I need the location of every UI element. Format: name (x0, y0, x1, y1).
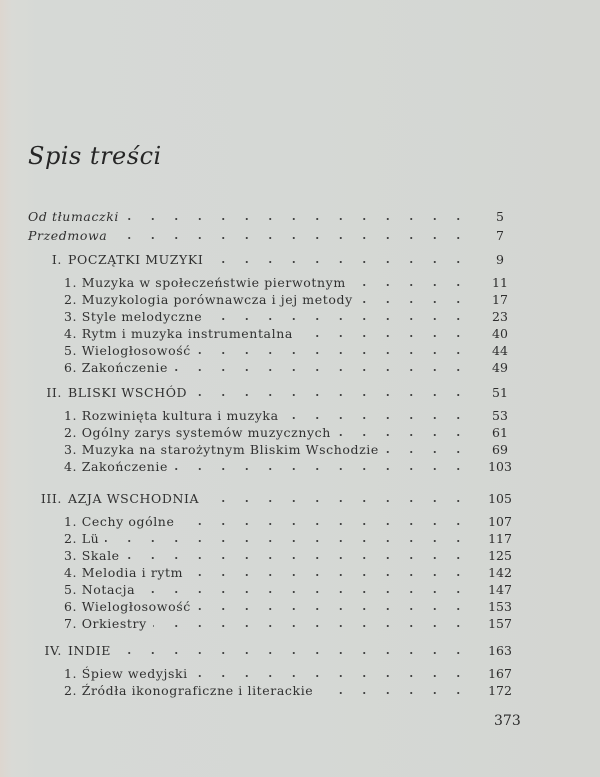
entry-title: 2. Lü (64, 531, 100, 546)
toc-section (0, 326, 600, 344)
toc-section (0, 683, 600, 701)
page-number: 373 (494, 713, 521, 729)
dot-leader (189, 574, 470, 576)
entry-page-number: 40 (492, 326, 508, 341)
entry-page-number: 103 (488, 459, 512, 474)
dot-leader (126, 557, 470, 559)
entry-page-number: 142 (488, 565, 512, 580)
entry-title: 1. Rozwinięta kultura i muzyka (64, 408, 279, 423)
toc-chapter (0, 252, 600, 270)
toc-section (0, 565, 600, 583)
entry-page-number: 167 (488, 666, 512, 681)
toc-section (0, 514, 600, 532)
dot-leader (174, 468, 470, 470)
entry-title: Od tłumaczki (28, 209, 120, 224)
entry-title: 3. Style melodyczne (64, 309, 203, 324)
entry-page-number: 7 (496, 228, 504, 243)
dot-leader (205, 500, 470, 502)
entry-title: 3. Skale (64, 548, 120, 563)
entry-page-number: 172 (488, 683, 512, 698)
chapter-number: II. (46, 385, 62, 400)
dot-leader (174, 369, 470, 371)
entry-page-number: 117 (488, 531, 512, 546)
entry-title: 1. Cechy ogólne (64, 514, 175, 529)
dot-leader (209, 261, 470, 263)
entry-title: 4. Zakończenie (64, 459, 169, 474)
dot-leader (193, 394, 470, 396)
chapter-number: III. (40, 491, 62, 506)
toc-section (0, 531, 600, 549)
toc-chapter (0, 643, 600, 661)
dot-leader (359, 301, 470, 303)
entry-title: 6. Zakończenie (64, 360, 169, 375)
dot-leader (105, 540, 470, 542)
entry-page-number: 11 (492, 275, 508, 290)
dot-leader (385, 451, 470, 453)
entry-page-number: 5 (496, 209, 504, 224)
dot-leader (197, 608, 470, 610)
dot-leader (197, 352, 470, 354)
entry-title: 4. Melodia i rytm (64, 565, 184, 580)
entry-title: 3. Muzyka na starożytnym Bliskim Wschodzie (64, 442, 379, 457)
entry-page-number: 153 (488, 599, 512, 614)
entry-page-number: 51 (492, 385, 508, 400)
entry-page-number: 163 (488, 643, 512, 658)
entry-page-number: 53 (492, 408, 508, 423)
dot-leader (299, 335, 470, 337)
dot-leader (125, 218, 470, 220)
toc-section (0, 616, 600, 634)
entry-page-number: 157 (488, 616, 512, 631)
page-title: Spis treści (28, 142, 162, 170)
entry-page-number: 49 (492, 360, 508, 375)
entry-title: AZJA WSCHODNIA (68, 491, 200, 506)
toc-section (0, 599, 600, 617)
dot-leader (208, 318, 470, 320)
dot-leader (113, 237, 470, 239)
entry-page-number: 125 (488, 548, 512, 563)
dot-leader (337, 434, 470, 436)
entry-page-number: 147 (488, 582, 512, 597)
toc-chapter (0, 491, 600, 509)
toc-section (0, 548, 600, 566)
toc-section (0, 408, 600, 426)
dot-leader (153, 625, 470, 627)
entry-title: 2. Muzykologia porównawcza i jej metody (64, 292, 353, 307)
toc-section (0, 666, 600, 684)
dot-leader (117, 652, 470, 654)
dot-leader (285, 417, 470, 419)
toc-section (0, 459, 600, 477)
toc-section (0, 442, 600, 460)
entry-title: 2. Ogólny zarys systemów muzycznych (64, 425, 331, 440)
dot-leader (141, 591, 470, 593)
entry-title: Przedmowa (28, 228, 108, 243)
entry-title: 2. Źródła ikonograficzne i literackie (64, 683, 314, 698)
entry-title: 5. Wielogłosowość (64, 343, 191, 358)
chapter-number: I. (51, 252, 62, 267)
entry-title: 5. Notacja (64, 582, 136, 597)
entry-page-number: 69 (492, 442, 508, 457)
entry-page-number: 61 (492, 425, 508, 440)
dot-leader (194, 675, 470, 677)
toc-chapter (0, 385, 600, 403)
entry-title: POCZĄTKI MUZYKI (68, 252, 204, 267)
entry-page-number: 44 (492, 343, 508, 358)
entry-page-number: 105 (488, 491, 512, 506)
entry-title: INDIE (68, 643, 111, 658)
entry-title: 7. Orkiestry (64, 616, 147, 631)
dot-leader (319, 692, 470, 694)
toc-section (0, 343, 600, 361)
toc-section (0, 425, 600, 443)
entry-page-number: 23 (492, 309, 508, 324)
entry-title: BLISKI WSCHÓD (68, 385, 188, 400)
entry-title: 6. Wielogłosowość (64, 599, 191, 614)
toc-section (0, 309, 600, 327)
toc-section (0, 275, 600, 293)
dot-leader (180, 523, 470, 525)
chapter-number: IV. (44, 643, 62, 658)
entry-title: 1. Śpiew wedyjski (64, 666, 188, 681)
entry-title: 4. Rytm i muzyka instrumentalna (64, 326, 293, 341)
toc-section (0, 582, 600, 600)
entry-title: 1. Muzyka w społeczeństwie pierwotnym (64, 275, 346, 290)
toc-section (0, 360, 600, 378)
toc-section (0, 292, 600, 310)
entry-page-number: 9 (496, 252, 504, 267)
dot-leader (352, 284, 470, 286)
toc-front-matter (0, 228, 600, 246)
entry-page-number: 17 (492, 292, 508, 307)
entry-page-number: 107 (488, 514, 512, 529)
toc-front-matter (0, 209, 600, 227)
